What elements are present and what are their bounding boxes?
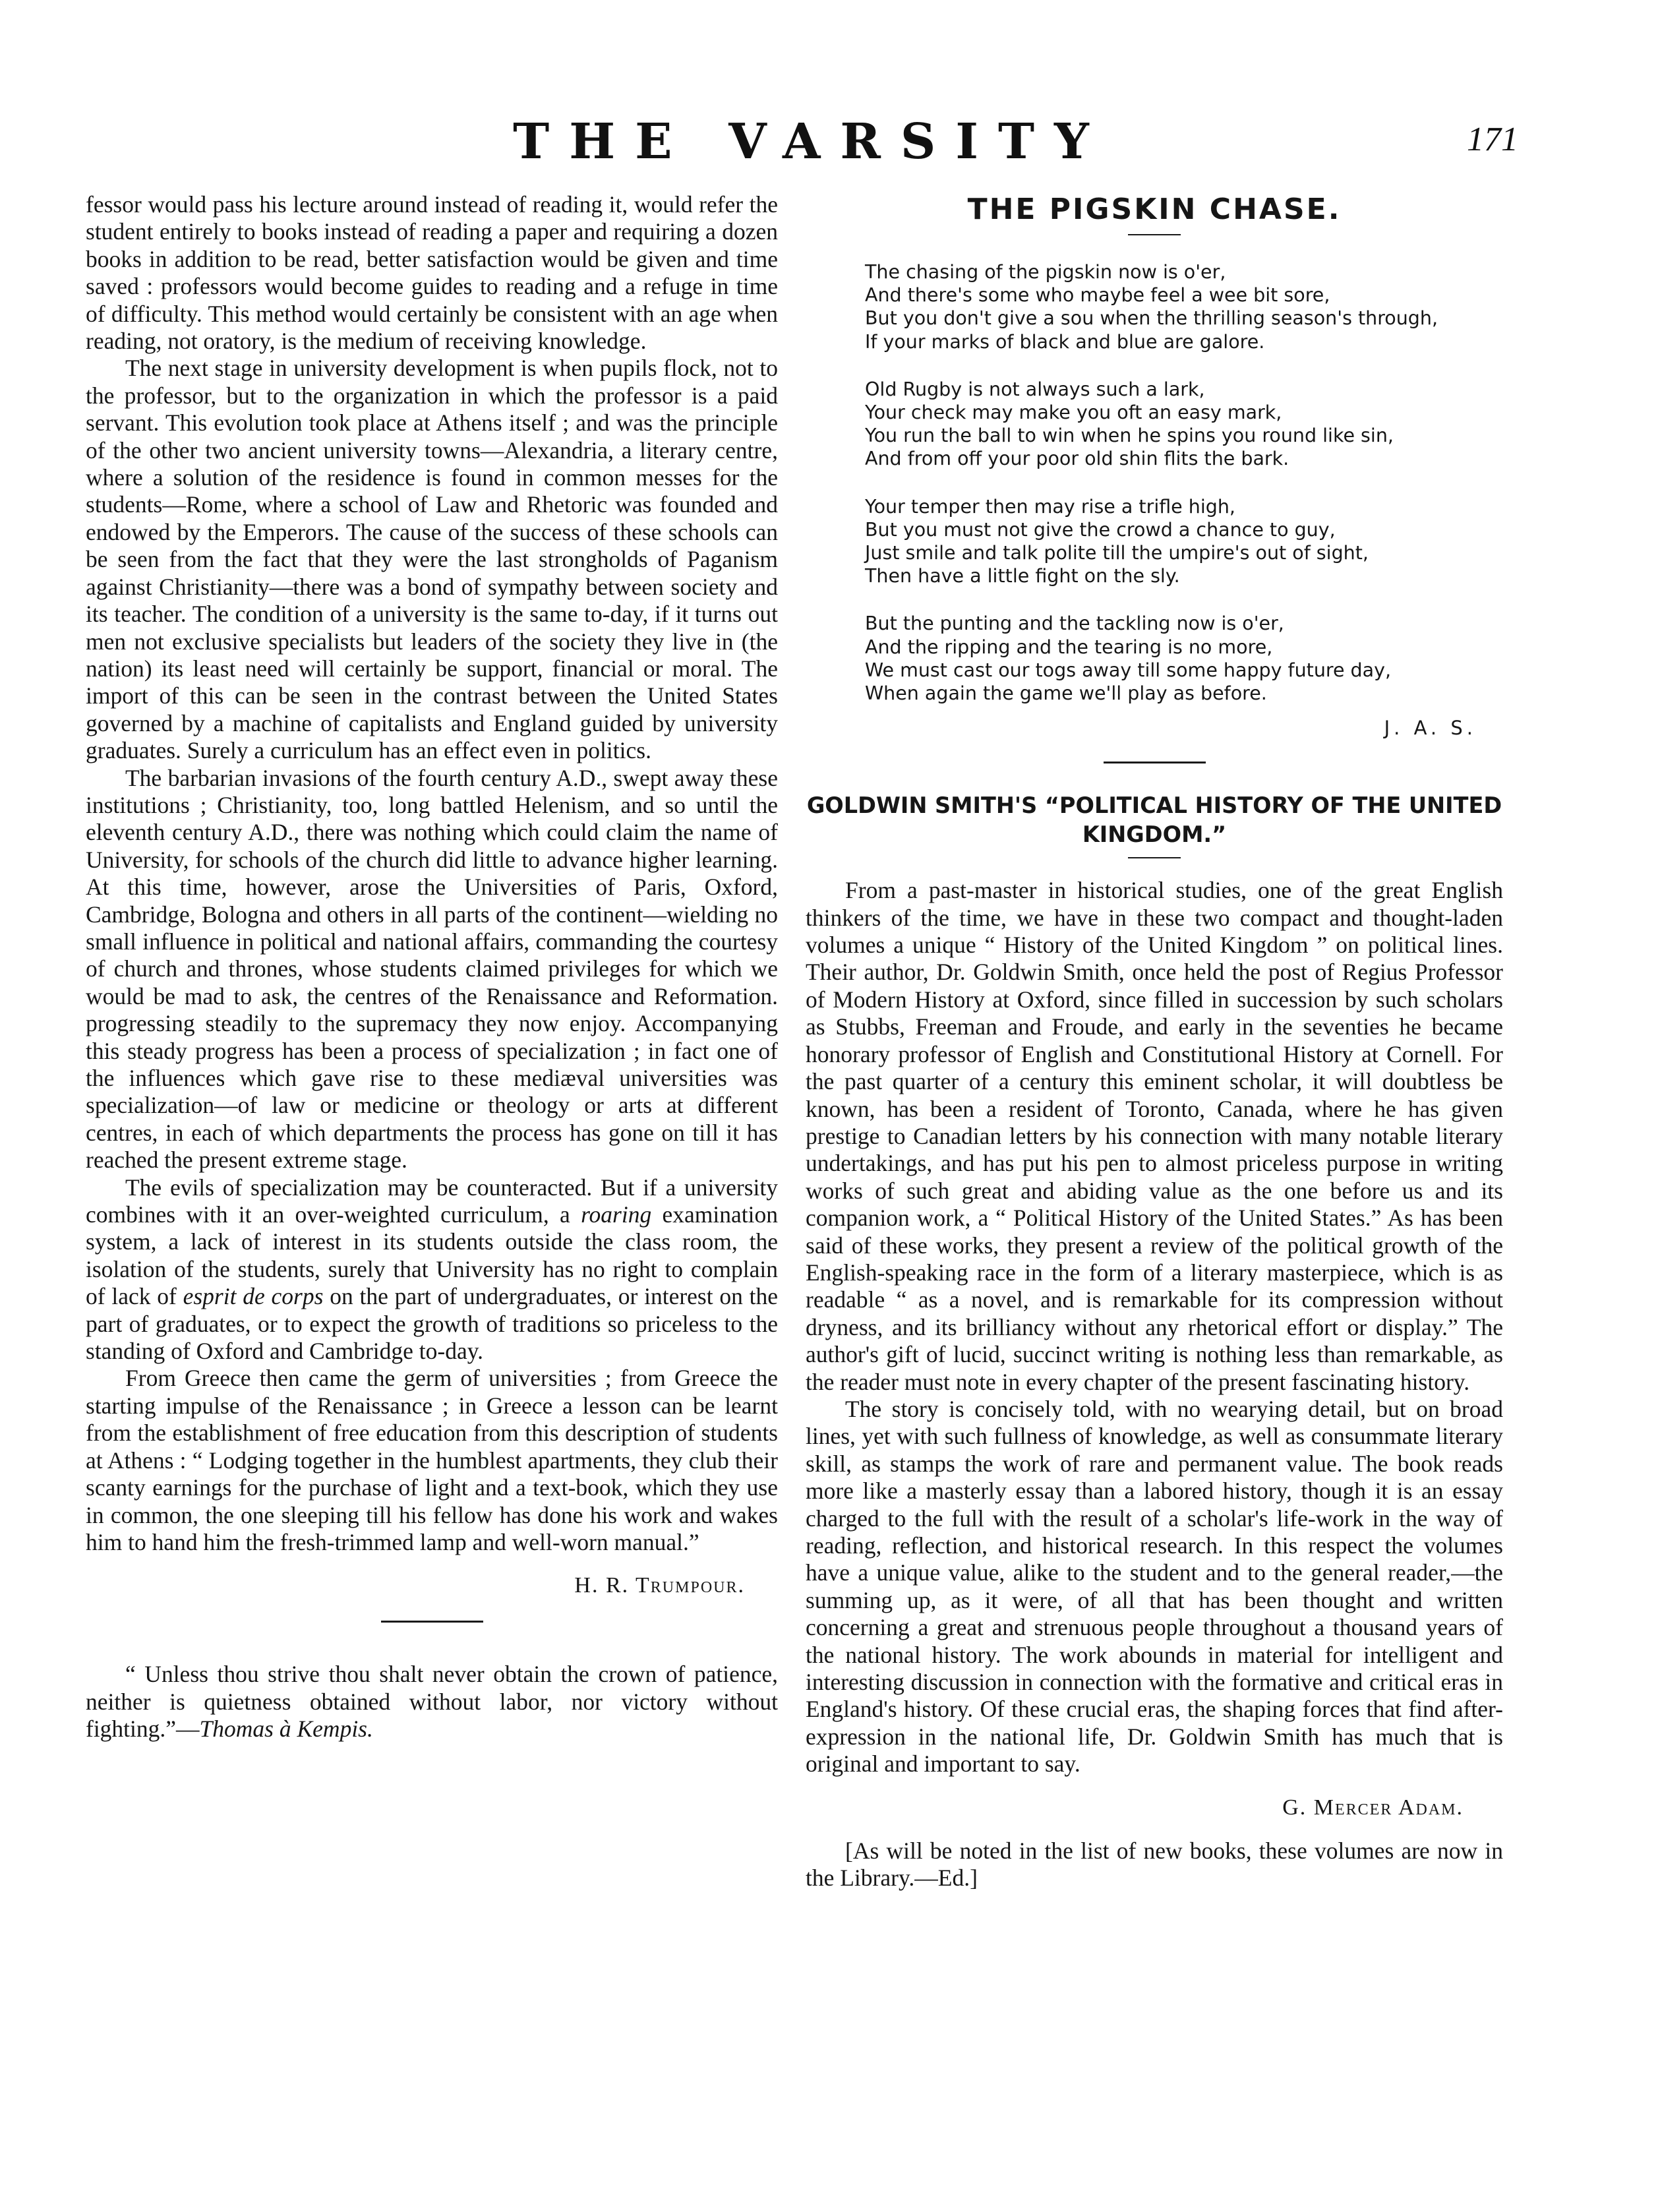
poem-line: When again the game we'll play as before. bbox=[865, 682, 1267, 705]
poem-line: Your temper then may rise a trifle high, bbox=[865, 495, 1235, 518]
review-paragraph: The story is concisely told, with no wearying detail, but on broad lines, yet with such fullness of knowledge, as well as consummate literary skill, as stamps the work of rare and permanent value. The book reads more like a masterly essay than a labored history, though it is an essay charged to the full with the result of a scholar's life-work in the way of reading, reflection, and historical research. In this respect the volumes have a unique value, alike to the student and to the general reader,—the summing up, as it were, of all that has been thought and written concerning a great and strenuous people throughout a thousand years of the national history. The work abounds in material for intelligent and interesting discussion in connection with the formative and critical eras in England's history. Of these crucial eras, the shaping forces that find after-expression in the national life, Dr. Goldwin Smith has much that is original and important to say. bbox=[806, 1395, 1503, 1778]
article-paragraph: The next stage in university development is when pupils flock, not to the professor, but to the organization in which the professor is a paid servant. This evolution took place at Athens itself ; and was the principle of the other two ancient university towns—Alexandria, a literary centre, where a solution of the residence is found in common messes for the students—Rome, where a school of Law and Rhetoric was founded and endowed by the Emperors. The cause of the success of these schools can be seen from the fact that they were the last strongholds of Paganism against Christianity—there was a bond of sympathy between society and its teacher. The condition of a university is the same to-day, if it turns out men not exclusive specialists but leaders of the society they live in (the nation) its least need will certainly be support, financial or moral. The import of this can be seen in the contrast between the United States governed by a machine of capitalists and England guided by university graduates. Surely a curriculum has an effect even in politics. bbox=[86, 355, 778, 764]
poem-line: But you must not give the crowd a chance to guy, bbox=[865, 518, 1336, 541]
poem-line: If your marks of black and blue are galore. bbox=[865, 330, 1265, 353]
poem-stanza bbox=[865, 260, 1503, 353]
right-column bbox=[806, 191, 1503, 1892]
editor-note: [As will be noted in the list of new books, these volumes are now in the Library.—Ed.] bbox=[806, 1837, 1503, 1892]
paragraph-text: examination system, a lack of interest in its students outside the class room, the isolation of the students, surely that University has no right to complain of lack of bbox=[86, 1201, 779, 1310]
quote-author: Thomas à Kempis. bbox=[199, 1716, 373, 1743]
quote-text: “ Unless thou strive thou shalt never obtain the crown of patience, neither is quietness obtained without labor, nor victory without fighting.”— bbox=[86, 1661, 778, 1743]
poem-line: And the ripping and the tearing is no more, bbox=[865, 636, 1273, 658]
poem-line: But the punting and the tackling now is o'er, bbox=[865, 613, 1284, 635]
poem-signature: J. A. S. bbox=[1384, 717, 1477, 740]
poem-stanza bbox=[865, 378, 1503, 471]
poem-line: Your check may make you oft an easy mark, bbox=[865, 402, 1282, 424]
article-paragraph bbox=[86, 1174, 778, 1365]
kempis-quote bbox=[86, 1661, 778, 1743]
review-paragraph: From a past-master in historical studies, one of the great English thinkers of the time, we have in these two compact and thought-laden volumes a unique “ History of the United Kingdom ” on political lines. Their author, Dr. Goldwin Smith, once held the post of Regius Professor of Modern History at Oxford, since filled in succession by such scholars as Stubbs, Freeman and Froude, and early in the seventies he became honorary professor of English and Constitutional History at Cornell. For the past quarter of a century this eminent scholar, it will doubtless be known, has been a resident of Toronto, Canada, where he has given prestige to Canadian letters by his connection with many notable literary undertakings, and has put his pen to almost priceless purpose in writing works of such great and abiding value as the one before us and its companion work, a “ Political History of the United States.” As has been said of these works, they present a review of the political growth of the English-speaking race in the form of a literary masterpiece, which is as readable “ as a novel, and is remarkable for its compression without dryness, and its brilliancy without any rhetorical effort or display.” The author's gift of lucid, succinct writing is nothing less than remarkable, as the reader must note in every chapter of the present fascinating history. bbox=[806, 877, 1503, 1395]
section-divider bbox=[1104, 762, 1206, 763]
poem-line: Then have a little fight on the sly. bbox=[865, 565, 1180, 587]
poem-title: THE PIGSKIN CHASE. bbox=[967, 193, 1342, 226]
poem-line: Old Rugby is not always such a lark, bbox=[865, 378, 1205, 400]
review-signature: G. Mercer Adam. bbox=[1282, 1795, 1464, 1820]
review-heading: GOLDWIN SMITH'S “POLITICAL HISTORY OF THE UNITED KINGDOM.” bbox=[806, 792, 1502, 848]
poem-line: You run the ball to win when he spins you round like sin, bbox=[865, 425, 1394, 447]
review-body bbox=[806, 877, 1503, 1778]
article-paragraph: From Greece then came the germ of universities ; from Greece the starting impulse of the Renaissance ; in Greece a lesson can be learnt from the establishment of free education from this description of students at Athens : “ Lodging together in the humblest apartments, they club their scanty earnings for the purchase of light and a text-book, which they use in common, the one sleeping till his fellow has done his work and wakes him to hand him the fresh-trimmed lamp and well-worn manual.” bbox=[86, 1365, 778, 1555]
poem-line: But you don't give a sou when the thrilling season's through, bbox=[865, 307, 1438, 330]
emphasis-esprit-de-corps: esprit de corps bbox=[183, 1283, 324, 1310]
paragraph-text: The evils of specialization may be counteracted. But if a university combines with it an over-weighted curriculum, a bbox=[86, 1174, 778, 1228]
emphasis-roaring: roaring bbox=[581, 1201, 652, 1228]
article-paragraph: fessor would pass his lecture around instead of reading it, would refer the student entirely to books instead of reading a paper and requiring a dozen books in addition to be read, better satisfaction would be given and time saved : professors would become guides to reading and a refuge in time of difficulty. This method would certainly be consistent with an age when reading, not oratory, is the medium of receiving knowledge. bbox=[86, 191, 778, 355]
paragraph-text: on the part of undergraduates, or interest on the part of graduates, or to expect the growth of traditions so priceless to the standing of Oxford and Cambridge to-day. bbox=[86, 1283, 779, 1365]
left-column bbox=[86, 191, 778, 1743]
poem-line: We must cast our togs away till some happy future day, bbox=[865, 659, 1392, 681]
poem-body bbox=[865, 260, 1503, 705]
poem-stanza bbox=[865, 495, 1503, 588]
poem-line: And there's some who maybe feel a wee bit sore, bbox=[865, 284, 1330, 307]
poem-line: Just smile and talk polite till the umpire's out of sight, bbox=[865, 542, 1369, 564]
poem-line: The chasing of the pigskin now is o'er, bbox=[865, 261, 1226, 283]
article-paragraph: The barbarian invasions of the fourth century A.D., swept away these institutions ; Christianity, too, long battled Helenism, and so until the eleventh century A.D., there was nothing which could claim the name of University, for schools of the church did little to advance higher learning. At this time, however, arose the Universities of Paris, Oxford, Cambridge, Bologna and others in all parts of the continent—wielding no small influence in political and national affairs, commanding the courtesy of church and thrones, whose students claimed privileges for which we would be mad to ask, the centres of the Renaissance and Reformation. progressing steadily to the supremacy they now enjoy. Accompanying this steady progress has been a process of specialization ; in fact one of the influences which gave rise to these mediæval universities was specialization—of law or medicine or theology or arts at different centres, in each of which departments the process has gone on till it has reached the present extreme stage. bbox=[86, 764, 778, 1174]
title-underline bbox=[1128, 234, 1181, 235]
page-number: 171 bbox=[1467, 121, 1518, 158]
masthead-title: THE VARSITY bbox=[513, 113, 1109, 170]
heading-underline bbox=[1128, 857, 1181, 858]
article-signature: H. R. Trumpour. bbox=[574, 1573, 745, 1598]
poem-line: And from off your poor old shin flits the bark. bbox=[865, 448, 1289, 470]
poem-stanza bbox=[865, 612, 1503, 705]
section-divider bbox=[381, 1621, 483, 1623]
